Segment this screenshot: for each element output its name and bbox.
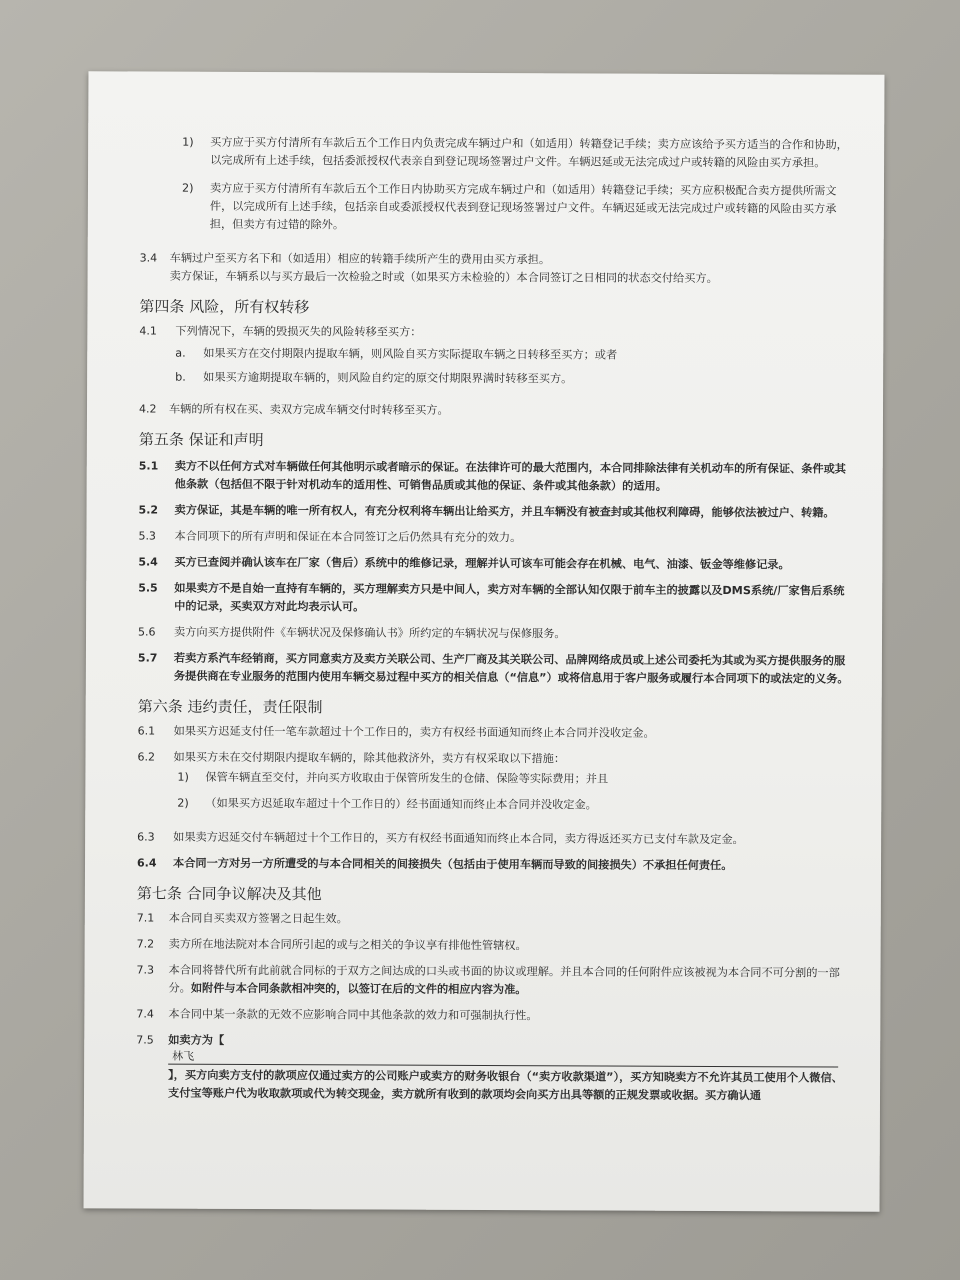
clause-number: 7.3 <box>136 963 155 977</box>
clause-3-3-item-2 <box>182 180 856 237</box>
clause-text: 卖方向买方提供附件《车辆状况及保修确认书》所约定的车辆状况与保修服务。 <box>174 625 566 641</box>
clause-text: 本合同将替代所有此前就合同标的于双方之间达成的口头或书面的协议或理解。并且本合同的任何附件应该被视为本合同不可分割的一部分。 <box>168 963 840 995</box>
clause-text: 车辆过户至买方名下和（如适用）相应的转籍手续所产生的费用由买方承担。 <box>169 251 551 267</box>
item-text: （如果买方迟延取车超过十个工作日的）经书面通知而终止本合同并没收定金。 <box>205 796 597 812</box>
clause-5-3 <box>138 527 854 548</box>
clause-4-2 <box>139 400 855 421</box>
clause-6-2-item-1 <box>177 769 853 790</box>
clause-number: 4.1 <box>139 324 157 338</box>
clause-text: 本合同自买卖双方签署之日起生效。 <box>168 911 348 926</box>
clause-number: 5.4 <box>138 555 158 569</box>
clause-text: 如果买方迟延支付任一笔车款超过十个工作日的，卖方有权经书面通知而终止本合同并没收定金。 <box>173 724 655 740</box>
item-text: 买方应于买方付清所有车款后五个工作日内负责完成车辆过户和（如适用）转籍登记手续；卖方应该给予买方适当的合作和协助，以完成所有上述手续，包括委派授权代表亲自到登记现场签署过户文件。车辆迟延或无法完成过户或转籍的风险由买方承担。 <box>210 135 848 170</box>
seller-name-fill: 林飞 <box>168 1050 838 1068</box>
clause-number: 5.5 <box>138 581 158 595</box>
clause-text: 车辆的所有权在买、卖双方完成车辆交付时转移至买方。 <box>168 402 449 417</box>
contract-page <box>84 71 885 1211</box>
item-label: 1) <box>177 770 189 784</box>
clause-number: 6.1 <box>137 724 156 738</box>
clause-text: 如果卖方不是自始一直持有车辆的，买方理解卖方只是中间人，卖方对车辆的全部认知仅限于前车主的披露以及DMS系统/厂家售后系统中的记录，买卖双方对此均表示认可。 <box>174 581 845 614</box>
clause-7-4 <box>136 1005 852 1026</box>
clause-7-2 <box>137 935 853 956</box>
clause-number: 7.1 <box>136 911 155 925</box>
clause-4-1 <box>139 322 855 343</box>
item-label: a. <box>175 346 186 360</box>
clause-number: 7.5 <box>136 1033 154 1047</box>
section-7-title: 第七条 合同争议解决及其他 <box>136 884 322 904</box>
clause-number: 7.4 <box>136 1007 154 1021</box>
item-text: 如果买方逾期提取车辆的，则风险自约定的原交付期限界满时转移至买方。 <box>203 370 573 386</box>
clause-number: 6.3 <box>137 830 155 844</box>
clause-text: 卖方所在地法院对本合同所引起的或与之相关的争议享有排他性管辖权。 <box>168 937 527 953</box>
clause-number: 4.2 <box>138 402 157 416</box>
clause-6-2-item-2 <box>177 795 853 816</box>
item-text: 卖方应于买方付清所有车款后五个工作日内协助买方完成车辆过户和（如适用）转籍登记手续；买方应积极配合卖方提供所需文件，以完成所有上述手续，包括亲自或委派授权代表到登记现场签署过户文件。车辆迟延或无法完成过户或转籍的风险由买方承担，但卖方有过错的除外。 <box>209 181 837 232</box>
clause-text: 若卖方系汽车经销商，买方同意卖方及卖方关联公司、生产厂商及其关联公司、品牌网络成员或上述公司委托为其或为买方提供服务的服务提供商在专业服务的范围内使用车辆交易过程中买方的相关信息（“信息”）或将信息用于客户服务或履行本合同项下的或法定的义务。 <box>173 651 849 686</box>
contract-body <box>136 133 856 1105</box>
clause-6-3 <box>137 828 853 849</box>
clause-7-3 <box>136 961 852 1000</box>
section-5-title: 第五条 保证和声明 <box>138 430 264 450</box>
item-label: b. <box>175 370 186 384</box>
item-text: 保管车辆直至交付，并向买方收取由于保管所发生的仓储、保险等实际费用；并且 <box>205 770 609 786</box>
item-label: 2) <box>181 181 194 195</box>
clause-3-4 <box>140 249 856 288</box>
clause-5-6 <box>138 623 854 644</box>
clause-text: 本合同中某一条款的无效不应影响合同中其他条款的效力和可强制执行性。 <box>168 1007 538 1023</box>
clause-5-1 <box>139 457 855 496</box>
clause-6-2 <box>137 748 853 769</box>
clause-number: 3.4 <box>139 251 158 265</box>
clause-lead: 如卖方为【 <box>168 1033 225 1047</box>
clause-5-2 <box>139 501 855 522</box>
clause-4-1-b <box>175 369 855 390</box>
clause-number: 5.6 <box>138 625 156 639</box>
clause-number: 7.2 <box>136 937 155 951</box>
clause-7-5 <box>136 1031 852 1052</box>
clause-6-1 <box>138 722 854 743</box>
clause-text: 如果买方未在交付期限内提取车辆的，除其他救济外，卖方有权采取以下措施： <box>173 750 566 766</box>
clause-number: 6.2 <box>137 750 156 764</box>
clause-6-4 <box>137 854 853 875</box>
clause-3-3-item-1 <box>182 134 856 173</box>
clause-text: 卖方保证，车辆系以与买方最后一次检验之时或（如果买方未检验的）本合同签订之日相同的状态交付给买方。 <box>169 269 718 286</box>
item-label: 2) <box>177 796 189 810</box>
clause-text: 买方已查阅并确认该车在厂家（售后）系统中的维修记录，理解并认可该车可能会存在机械、电气、油漆、钣金等维修记录。 <box>174 555 790 572</box>
clause-7-5-continued: 】，买方向卖方支付的款项应仅通过卖方的公司账户或卖方的财务收银台（“卖方收款渠道”），买方知晓卖方不允许其员工使用个人微信、支付宝等账户代为收取款项或代为转交现金，卖方就所有收到的款项均会向买方出具等额的正规发票或收据。买方确认通 <box>167 1068 843 1103</box>
clause-text: 如果卖方迟延交付车辆超过十个工作日的，买方有权经书面通知而终止本合同，卖方得返还买方已支付车款及定金。 <box>173 830 744 847</box>
section-6-title: 第六条 违约责任，责任限制 <box>137 697 323 717</box>
clause-5-4 <box>138 553 854 574</box>
clause-text: 下列情况下，车辆的毁损灭失的风险转移至买方： <box>175 324 422 339</box>
clause-7-1 <box>137 909 853 930</box>
item-text: 如果买方在交付期限内提取车辆，则风险自买方实际提取车辆之日转移至买方；或者 <box>203 346 618 362</box>
section-4-title: 第四条 风险，所有权转移 <box>139 297 310 317</box>
clause-5-5 <box>138 579 854 618</box>
clause-text: 卖方保证，其是车辆的唯一所有权人，有充分权利将车辆出让给买方，并且车辆没有被查封或其他权利障碍，能够依法被过户、转籍。 <box>174 503 835 520</box>
clause-number: 5.2 <box>138 503 159 517</box>
clause-text-bold: 如附件与本合同条款相冲突的，以签订在后的文件的相应内容为准。 <box>190 981 527 997</box>
clause-number: 5.1 <box>138 459 159 473</box>
clause-number: 5.3 <box>138 529 156 543</box>
clause-text: 本合同项下的所有声明和保证在本合同签订之后仍然具有充分的效力。 <box>174 529 522 545</box>
clause-4-1-a <box>175 345 855 366</box>
item-label: 1) <box>182 135 194 149</box>
clause-text: 本合同一方对另一方所遭受的与本合同相关的间接损失（包括由于使用车辆而导致的间接损失）不承担任何责任。 <box>173 856 733 873</box>
clause-5-7 <box>138 649 854 688</box>
clause-number: 5.7 <box>137 651 158 665</box>
clause-text: 卖方不以任何方式对车辆做任何其他明示或者暗示的保证。在法律许可的最大范围内，本合同排除法律有关机动车的所有保证、条件或其他条款（包括但不限于针对机动车的适用性、可销售品质或其他的保证、条件或其他条款）的适用。 <box>174 459 847 493</box>
clause-number: 6.4 <box>137 856 157 870</box>
